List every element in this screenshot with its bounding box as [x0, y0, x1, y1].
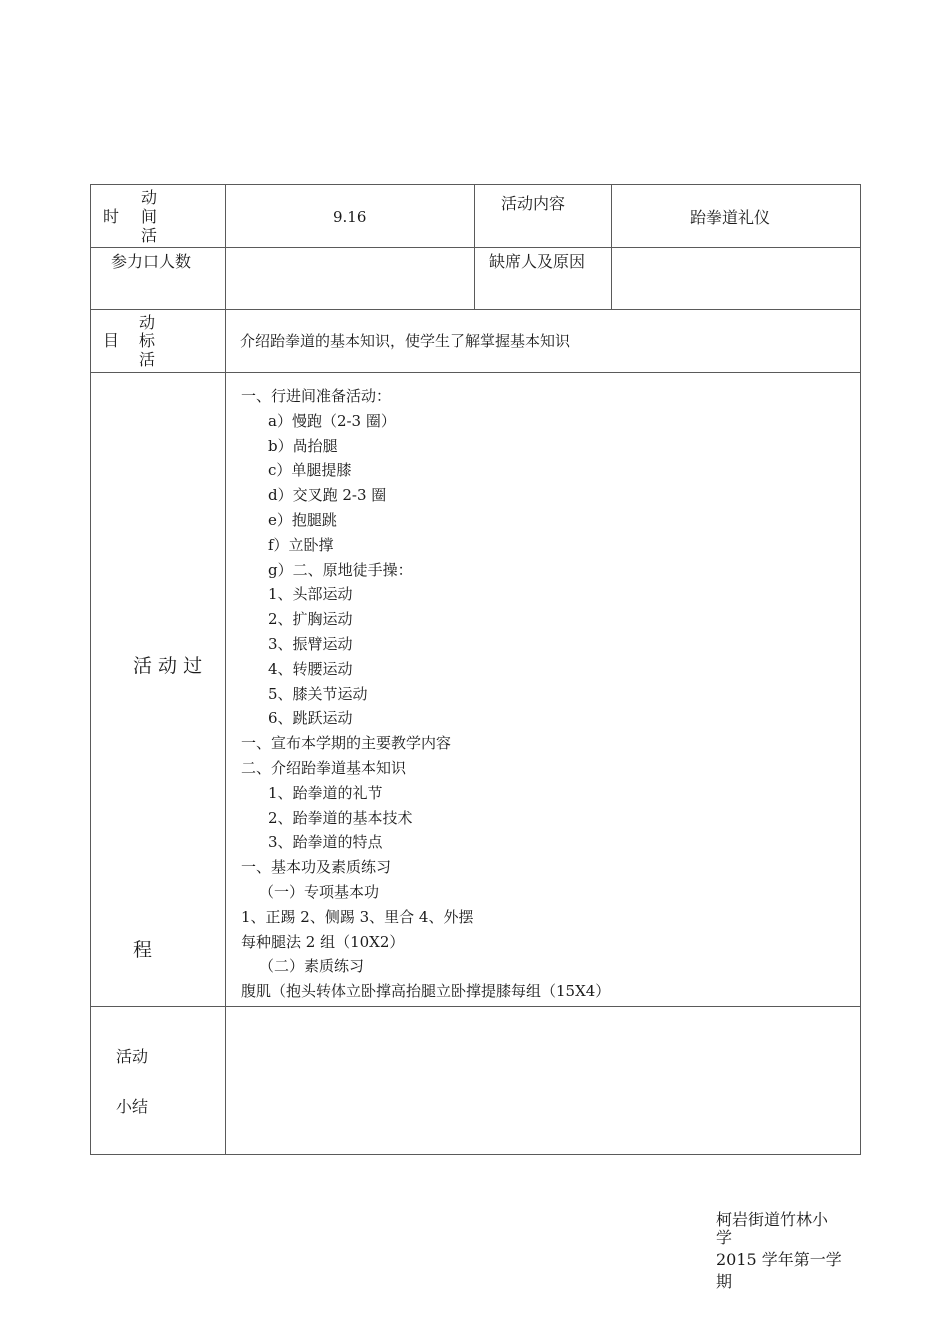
time-value: 9.16 — [333, 208, 367, 226]
process-line: f）立卧撑 — [268, 535, 334, 554]
goal-label-char: 活 — [139, 350, 156, 369]
process-line: 一、宣布本学期的主要教学内容 — [241, 734, 452, 753]
participants-label: 参力口人数 — [111, 252, 192, 271]
process-line: 5、膝关节运动 — [268, 684, 368, 703]
absent-label: 缺席人及原因 — [489, 252, 586, 271]
goal-value-cell — [225, 309, 861, 373]
goal-label-char: 标 — [139, 331, 156, 350]
time-label-cell — [90, 184, 226, 248]
process-list — [241, 384, 610, 1004]
process-line: （一）专项基本功 — [259, 882, 380, 901]
process-line: e）抱腿跳 — [268, 510, 337, 529]
process-line: d）交叉跑 2-3 圈 — [268, 486, 387, 505]
goal-label-cell — [90, 309, 226, 373]
footer-line: 柯岩街道竹林小 — [716, 1210, 829, 1229]
process-line: b）咼抬腿 — [268, 436, 338, 455]
goal-label-char: 动 — [139, 313, 156, 332]
summary-label-line2: 小结 — [116, 1097, 149, 1116]
process-line: c）单腿提膝 — [268, 461, 352, 480]
time-label-char: 时 — [103, 207, 120, 226]
participants-value-cell — [225, 247, 475, 310]
process-label-line2: 程 — [133, 939, 153, 961]
time-value-cell — [225, 184, 475, 248]
absent-label-cell — [474, 247, 612, 310]
process-line: （二）素质练习 — [259, 957, 365, 976]
process-label-line1: 活 动 过 — [133, 655, 203, 677]
goal-label-char: 目 — [103, 331, 120, 350]
footer-line: 2015 学年第一学 — [716, 1250, 842, 1269]
process-line: 3、振臂运动 — [268, 634, 353, 653]
time-label-char: 活 — [141, 226, 158, 245]
process-line: 一、行进间准备活动： — [241, 387, 392, 405]
time-label-char: 动 — [141, 188, 158, 207]
process-line: 一、基本功及素质练习 — [241, 858, 392, 877]
summary-label-line1: 活动 — [116, 1047, 149, 1066]
process-line: g）二、原地徒手操： — [268, 560, 413, 579]
process-line: 每种腿法 2 组（10X2） — [241, 932, 405, 951]
process-line: 1、头部运动 — [268, 585, 353, 604]
process-line: 4、转腰运动 — [268, 659, 353, 678]
footer-line: 期 — [716, 1272, 733, 1291]
process-line: 1、跆拳道的礼节 — [268, 783, 383, 802]
process-line: 3、跆拳道的特点 — [268, 833, 383, 852]
process-line: 6、跳跃运动 — [268, 709, 353, 728]
footer-line: 学 — [716, 1228, 733, 1247]
process-line: a）慢跑（2-3 圈） — [268, 411, 396, 430]
process-label-cell — [90, 372, 226, 1007]
activity-record-table — [90, 184, 861, 1155]
summary-value-cell — [225, 1006, 861, 1155]
process-line: 二、介绍跆拳道基本知识 — [241, 758, 407, 777]
process-line: 2、扩胸运动 — [268, 610, 353, 629]
process-line: 2、跆拳道的基本技术 — [268, 808, 413, 827]
school-footer — [716, 1209, 842, 1293]
process-line: 1、正踢 2、侧踢 3、里合 4、外摆 — [241, 907, 474, 926]
goal-value: 介绍跆拳道的基本知识，使学生了解掌握基本知识 — [240, 332, 571, 350]
summary-label-cell — [90, 1006, 226, 1155]
content-label: 活动内容 — [501, 194, 566, 213]
process-line: 腹肌（抱头转体立卧撑高抬腿立卧撑提膝每组（15X4） — [241, 982, 611, 1001]
content-label-cell — [474, 184, 612, 248]
absent-value-cell — [611, 247, 861, 310]
content-value-cell — [611, 184, 861, 248]
time-label-char: 间 — [141, 207, 158, 226]
participants-label-cell — [90, 247, 226, 310]
content-value: 跆拳道礼仪 — [690, 208, 771, 227]
